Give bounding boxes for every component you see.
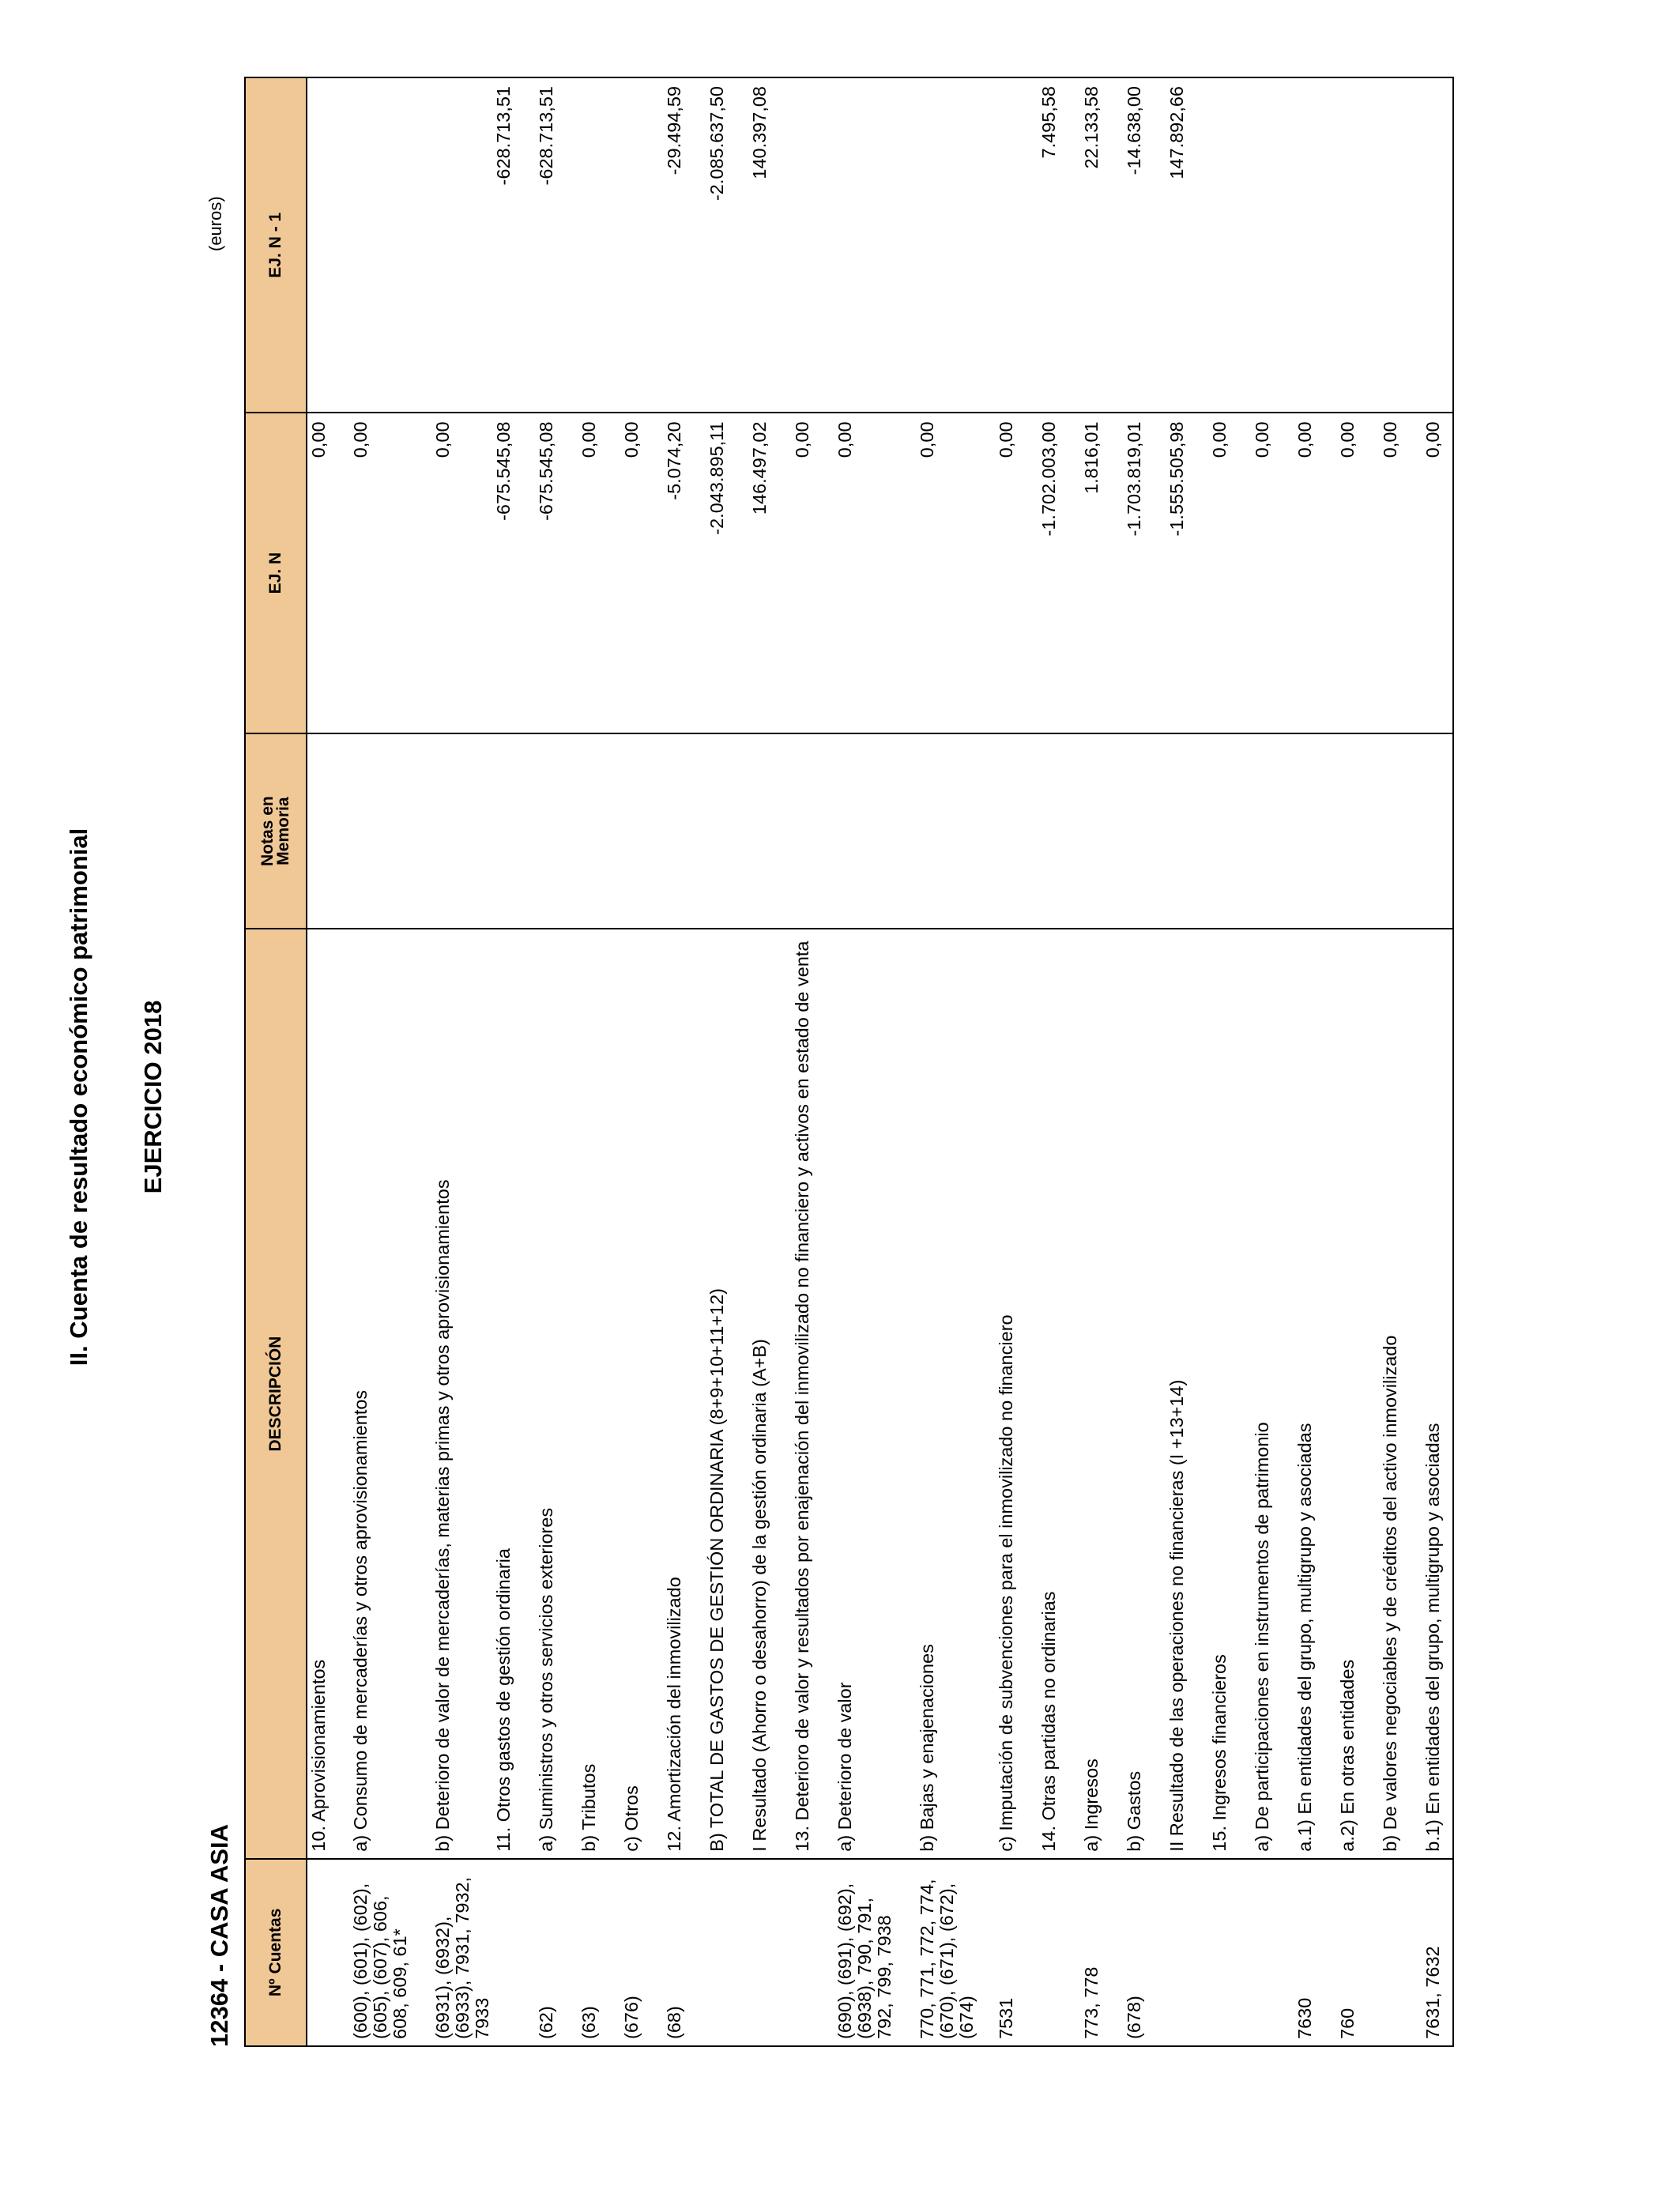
row-ej-n: 0,00 bbox=[1294, 413, 1336, 733]
row-cuentas bbox=[748, 1859, 791, 2046]
table-row bbox=[1123, 77, 1166, 2046]
table-row bbox=[1294, 77, 1336, 2046]
row-cuentas bbox=[492, 1859, 535, 2046]
row-notas bbox=[1336, 733, 1379, 929]
row-ej-n: 0,00 bbox=[349, 413, 431, 733]
row-ej-n: 0,00 bbox=[995, 413, 1038, 733]
row-ej-n: 1.816,01 bbox=[1080, 413, 1123, 733]
table-row bbox=[578, 77, 620, 2046]
row-descripcion: b) Bajas y enajenaciones bbox=[916, 929, 995, 1858]
row-ej-n: 0,00 bbox=[578, 413, 620, 733]
row-ej-n1 bbox=[916, 77, 995, 413]
row-descripcion: b) Deterioro de valor de mercaderías, materias primas y otros aprovisionamientos bbox=[431, 929, 492, 1858]
row-notas bbox=[1422, 733, 1453, 929]
row-descripcion: b) Tributos bbox=[578, 929, 620, 1858]
row-descripcion: 15. Ingresos financieros bbox=[1208, 929, 1251, 1858]
row-notas bbox=[535, 733, 578, 929]
row-ej-n: 0,00 bbox=[834, 413, 916, 733]
col-header-notas-line1: Notas en bbox=[258, 796, 277, 866]
row-ej-n: -675.545,08 bbox=[492, 413, 535, 733]
row-notas bbox=[307, 733, 349, 929]
row-ej-n1 bbox=[620, 77, 663, 413]
row-cuentas: 773, 778 bbox=[1080, 1859, 1123, 2046]
row-ej-n1 bbox=[1294, 77, 1336, 413]
row-ej-n: -5.074,20 bbox=[663, 413, 706, 733]
row-descripcion: a) Consumo de mercaderías y otros aprovisionamientos bbox=[349, 929, 431, 1858]
table-row bbox=[1038, 77, 1080, 2046]
row-notas bbox=[349, 733, 431, 929]
row-cuentas bbox=[1208, 1859, 1251, 2046]
col-header-ej-n1: EJ. N - 1 bbox=[245, 77, 307, 413]
row-ej-n1 bbox=[349, 77, 431, 413]
row-cuentas: 770, 771, 772, 774, (670), (671), (672), (674) bbox=[916, 1859, 995, 2046]
col-header-ej-n: EJ. N bbox=[245, 413, 307, 733]
col-header-notas bbox=[245, 733, 307, 929]
row-descripcion: a) Suministros y otros servicios exteriores bbox=[535, 929, 578, 1858]
row-descripcion: b) Gastos bbox=[1123, 929, 1166, 1858]
row-cuentas bbox=[1038, 1859, 1080, 2046]
table-row bbox=[620, 77, 663, 2046]
row-cuentas: (62) bbox=[535, 1859, 578, 2046]
table-row bbox=[706, 77, 748, 2046]
row-descripcion: a) Ingresos bbox=[1080, 929, 1123, 1858]
table-row bbox=[834, 77, 916, 2046]
table-header-row bbox=[245, 77, 307, 2046]
row-ej-n: 0,00 bbox=[620, 413, 663, 733]
page-title: II. Cuenta de resultado económico patrimonial bbox=[65, 827, 92, 1367]
row-ej-n1 bbox=[1422, 77, 1453, 413]
row-ej-n1 bbox=[791, 77, 834, 413]
row-cuentas bbox=[791, 1859, 834, 2046]
row-notas bbox=[706, 733, 748, 929]
row-notas bbox=[791, 733, 834, 929]
table-row bbox=[535, 77, 578, 2046]
row-descripcion: c) Otros bbox=[620, 929, 663, 1858]
row-ej-n: -2.043.895,11 bbox=[706, 413, 748, 733]
row-notas bbox=[1294, 733, 1336, 929]
table-row bbox=[916, 77, 995, 2046]
row-ej-n1: -628.713,51 bbox=[492, 77, 535, 413]
table-row bbox=[492, 77, 535, 2046]
row-cuentas: 7531 bbox=[995, 1859, 1038, 2046]
row-ej-n1: 147.892,66 bbox=[1166, 77, 1208, 413]
row-descripcion: 12. Amortización del inmovilizado bbox=[663, 929, 706, 1858]
row-descripcion: b.1) En entidades del grupo, multigrupo y asociadas bbox=[1422, 929, 1453, 1858]
table-row bbox=[748, 77, 791, 2046]
row-descripcion: 11. Otros gastos de gestión ordinaria bbox=[492, 929, 535, 1858]
row-ej-n1: -29.494,59 bbox=[663, 77, 706, 413]
table-row bbox=[349, 77, 431, 2046]
results-table bbox=[244, 77, 1454, 2047]
row-notas bbox=[492, 733, 535, 929]
row-cuentas: (676) bbox=[620, 1859, 663, 2046]
row-ej-n1 bbox=[1336, 77, 1379, 413]
row-ej-n1: 22.133,58 bbox=[1080, 77, 1123, 413]
row-descripcion: 13. Deterioro de valor y resultados por enajenación del inmovilizado no financiero y activos en estado de venta bbox=[791, 929, 834, 1858]
units-label: (euros) bbox=[205, 196, 225, 251]
table-row bbox=[1080, 77, 1123, 2046]
row-ej-n: -1.555.505,98 bbox=[1166, 413, 1208, 733]
row-ej-n: 0,00 bbox=[1336, 413, 1379, 733]
table-row bbox=[1208, 77, 1251, 2046]
row-ej-n1: -14.638,00 bbox=[1123, 77, 1166, 413]
row-descripcion: a.1) En entidades del grupo, multigrupo y asociadas bbox=[1294, 929, 1336, 1858]
row-cuentas: 7631, 7632 bbox=[1422, 1859, 1453, 2046]
row-cuentas: (63) bbox=[578, 1859, 620, 2046]
row-cuentas bbox=[1251, 1859, 1294, 2046]
row-descripcion: I Resultado (Ahorro o desahorro) de la gestión ordinaria (A+B) bbox=[748, 929, 791, 1858]
row-descripcion: b) De valores negociables y de créditos del activo inmovilizado bbox=[1379, 929, 1422, 1858]
row-descripcion: 10. Aprovisionamientos bbox=[307, 929, 349, 1858]
row-descripcion: a.2) En otras entidades bbox=[1336, 929, 1379, 1858]
row-ej-n: -675.545,08 bbox=[535, 413, 578, 733]
row-notas bbox=[1123, 733, 1166, 929]
row-ej-n: 0,00 bbox=[1379, 413, 1422, 733]
row-ej-n1 bbox=[1379, 77, 1422, 413]
row-ej-n1 bbox=[995, 77, 1038, 413]
table-row bbox=[307, 77, 349, 2046]
row-cuentas bbox=[706, 1859, 748, 2046]
row-ej-n: 0,00 bbox=[307, 413, 349, 733]
row-notas bbox=[1166, 733, 1208, 929]
row-ej-n: 146.497,02 bbox=[748, 413, 791, 733]
row-notas bbox=[916, 733, 995, 929]
row-ej-n1 bbox=[307, 77, 349, 413]
row-ej-n: -1.702.003,00 bbox=[1038, 413, 1080, 733]
table-row bbox=[1251, 77, 1294, 2046]
row-descripcion: a) Deterioro de valor bbox=[834, 929, 916, 1858]
row-descripcion: 14. Otras partidas no ordinarias bbox=[1038, 929, 1080, 1858]
row-cuentas: (6931), (6932), (6933), 7931, 7932, 7933 bbox=[431, 1859, 492, 2046]
col-header-descripcion: DESCRIPCIÓN bbox=[245, 929, 307, 1858]
row-cuentas bbox=[1379, 1859, 1422, 2046]
exercise-title: EJERCICIO 2018 bbox=[139, 1000, 167, 1194]
row-cuentas bbox=[307, 1859, 349, 2046]
table-row bbox=[1166, 77, 1208, 2046]
col-header-notas-line2: Memoria bbox=[274, 797, 292, 865]
row-notas bbox=[995, 733, 1038, 929]
row-ej-n1 bbox=[834, 77, 916, 413]
row-ej-n: 0,00 bbox=[431, 413, 492, 733]
row-cuentas: (690), (691), (692), (6938), 790, 791, 792, 799, 7938 bbox=[834, 1859, 916, 2046]
row-notas bbox=[748, 733, 791, 929]
row-cuentas: 760 bbox=[1336, 1859, 1379, 2046]
row-notas bbox=[1038, 733, 1080, 929]
table-row bbox=[1379, 77, 1422, 2046]
row-notas bbox=[1379, 733, 1422, 929]
table-row bbox=[995, 77, 1038, 2046]
table-row bbox=[1422, 77, 1453, 2046]
row-descripcion: II Resultado de las operaciones no financieras (I +13+14) bbox=[1166, 929, 1208, 1858]
row-cuentas: (600), (601), (602), (605), (607), 606, 608, 609, 61* bbox=[349, 1859, 431, 2046]
table-row bbox=[791, 77, 834, 2046]
table-row bbox=[431, 77, 492, 2046]
row-ej-n: 0,00 bbox=[1208, 413, 1251, 733]
row-cuentas: 7630 bbox=[1294, 1859, 1336, 2046]
row-notas bbox=[1208, 733, 1251, 929]
row-notas bbox=[834, 733, 916, 929]
col-header-cuentas: Nº Cuentas bbox=[245, 1859, 307, 2046]
row-ej-n: -1.703.819,01 bbox=[1123, 413, 1166, 733]
row-notas bbox=[1080, 733, 1123, 929]
table-row bbox=[663, 77, 706, 2046]
row-ej-n1: 140.397,08 bbox=[748, 77, 791, 413]
entity-name: 12364 - CASA ASIA bbox=[205, 1824, 233, 2047]
row-ej-n1 bbox=[431, 77, 492, 413]
row-notas bbox=[1251, 733, 1294, 929]
row-ej-n: 0,00 bbox=[1422, 413, 1453, 733]
row-descripcion: B) TOTAL DE GASTOS DE GESTIÓN ORDINARIA (8+9+10+11+12) bbox=[706, 929, 748, 1858]
row-ej-n: 0,00 bbox=[1251, 413, 1294, 733]
row-notas bbox=[620, 733, 663, 929]
row-descripcion: a) De participaciones en instrumentos de patrimonio bbox=[1251, 929, 1294, 1858]
row-ej-n: 0,00 bbox=[791, 413, 834, 733]
row-ej-n1 bbox=[578, 77, 620, 413]
table-row bbox=[1336, 77, 1379, 2046]
row-ej-n1: 7.495,58 bbox=[1038, 77, 1080, 413]
row-ej-n1 bbox=[1251, 77, 1294, 413]
row-cuentas: (678) bbox=[1123, 1859, 1166, 2046]
row-cuentas: (68) bbox=[663, 1859, 706, 2046]
row-cuentas bbox=[1166, 1859, 1208, 2046]
row-notas bbox=[663, 733, 706, 929]
row-ej-n: 0,00 bbox=[916, 413, 995, 733]
row-ej-n1: -628.713,51 bbox=[535, 77, 578, 413]
row-notas bbox=[578, 733, 620, 929]
row-ej-n1: -2.085.637,50 bbox=[706, 77, 748, 413]
row-ej-n1 bbox=[1208, 77, 1251, 413]
row-notas bbox=[431, 733, 492, 929]
row-descripcion: c) Imputación de subvenciones para el inmovilizado no financiero bbox=[995, 929, 1038, 1858]
